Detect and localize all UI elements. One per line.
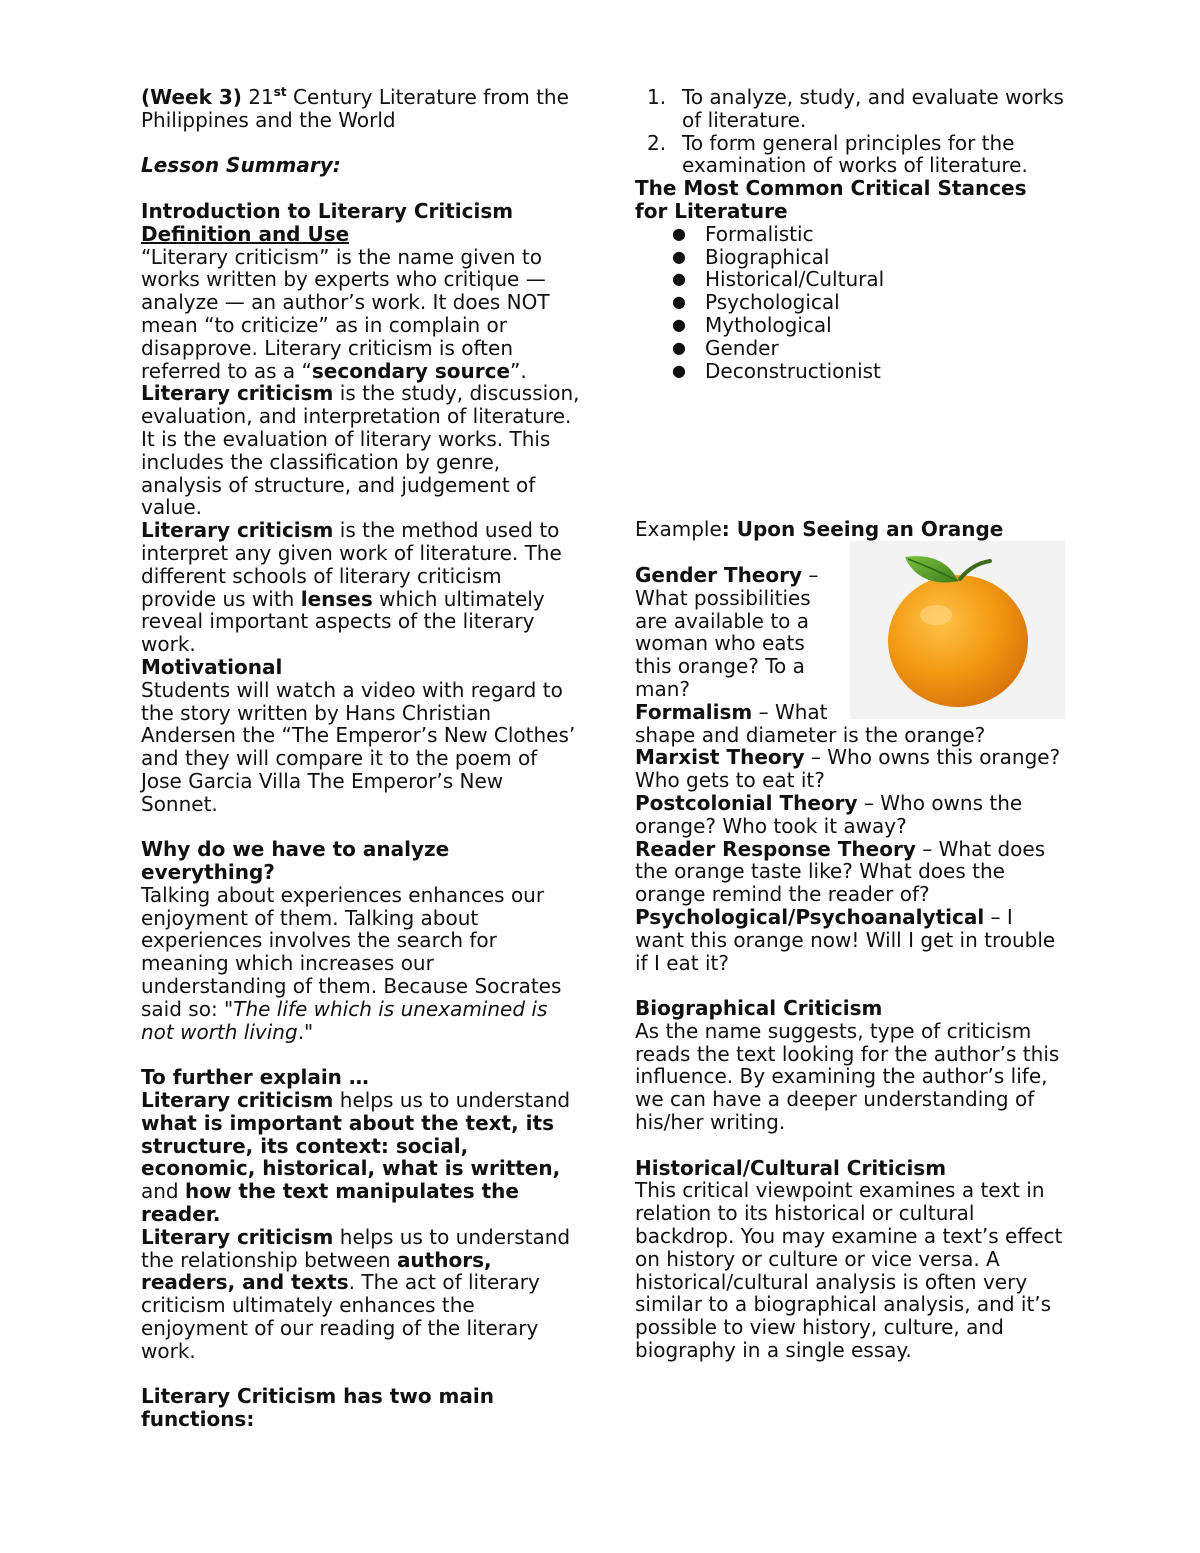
socrates-quote: The life which is unexamined is not worth living bbox=[141, 996, 548, 1044]
bullet-icon: ● bbox=[672, 314, 686, 334]
further-heading: To further explain … bbox=[141, 1065, 369, 1090]
title-text: Century Literature from the Philippines and the World bbox=[141, 85, 569, 132]
motivational-text: Students will watch a video with regard to the story written by Hans Christian Andersen the “The Emperor’s New Clothes’ and they will compare it to the poem of Jose Garcia Villa The Emperor’s New Sonnet. bbox=[141, 677, 576, 816]
further-paragraph-1: Literary criticism helps us to understand what is important about the text, its structure, its context: social, economic, historical, what is written, and how the text manipulates the reader. bbox=[141, 1088, 571, 1227]
theories-block bbox=[635, 564, 1065, 974]
list-item: 1. To analyze, study, and evaluate works of literature. bbox=[647, 85, 1064, 132]
orange-icon bbox=[850, 541, 1065, 719]
orange-image bbox=[850, 541, 1065, 719]
functions-heading: Literary Criticism has two main functions: bbox=[141, 1384, 494, 1432]
list-item: ● Biographical bbox=[672, 244, 830, 269]
list-item: ● Historical/Cultural bbox=[672, 267, 885, 292]
title-superscript: st bbox=[273, 85, 287, 99]
why-text: Talking about experiences enhances our enjoyment of them. Talking about experiences involves the search for meaning which increases our understanding of them. Because Socrates said so: "The life which is unexamined is not worth living." bbox=[141, 882, 562, 1044]
lesson-summary-heading: Lesson Summary: bbox=[141, 153, 341, 178]
list-item: 2. To form general principles for the examination of works of literature. bbox=[647, 130, 1028, 178]
bullet-icon: ● bbox=[672, 246, 686, 266]
functions-list bbox=[635, 86, 1065, 177]
list-item: ● Gender bbox=[672, 335, 779, 360]
bullet-icon: ● bbox=[672, 269, 686, 289]
intro-paragraph-3: Literary criticism is the method used to interpret any given work of literature. The different schools of literary criticism provide us with lenses which ultimately reveal important aspects of the literary work. bbox=[141, 518, 562, 657]
definition-subheading: Definition and Use bbox=[141, 221, 350, 246]
theory-postcolonial: Postcolonial Theory – Who owns the orange? Who took it away? bbox=[635, 790, 1023, 838]
bullet-icon: ● bbox=[672, 292, 686, 312]
stances-list bbox=[635, 223, 1065, 383]
theory-gender: Gender Theory – What possibilities are available to a woman who eats this orange? To a man? bbox=[635, 562, 819, 701]
list-item: ● Deconstructionist bbox=[672, 358, 881, 383]
bullet-icon: ● bbox=[672, 337, 686, 357]
list-item: ● Psychological bbox=[672, 290, 840, 315]
right-column bbox=[635, 86, 1065, 1362]
further-paragraph-2: Literary criticism helps us to understand the relationship between authors, readers, and texts. The act of literary criticism ultimately enhances the enjoyment of our reading of the literary work. bbox=[141, 1224, 571, 1363]
intro-heading: Introduction to Literary Criticism bbox=[141, 198, 514, 223]
list-item: ● Formalistic bbox=[672, 221, 814, 246]
example-title: Example: Upon Seeing an Orange bbox=[635, 517, 1004, 542]
left-column bbox=[141, 86, 581, 1431]
list-item: ● Mythological bbox=[672, 312, 832, 337]
bullet-icon: ● bbox=[672, 223, 686, 243]
motivational-heading: Motivational bbox=[141, 654, 283, 679]
theory-reader-response: Reader Response Theory – What does the orange taste like? What does the orange remind the reader of? bbox=[635, 836, 1046, 907]
secondary-source-term: secondary source bbox=[311, 358, 511, 383]
historical-heading: Historical/Cultural Criticism bbox=[635, 1155, 947, 1180]
week-label: (Week 3) bbox=[141, 85, 242, 109]
document-title bbox=[141, 86, 581, 132]
stances-heading: The Most Common Critical Stances for Literature bbox=[635, 176, 1027, 223]
historical-text: This critical viewpoint examines a text in relation to its historical or cultural backdrop. You may examine a text’s effect on history or culture or vice versa. A historical/cultural analysis is often very similar to a biographical analysis, and it’s possible to view history, culture, and biography in a single essay. bbox=[635, 1178, 1063, 1363]
intro-paragraph-2: Literary criticism is the study, discussion, evaluation, and interpretation of literature. It is the evaluation of literary works. This includes the classification by genre, analysis of structure, and judgement of value. bbox=[141, 381, 580, 520]
theory-psychological: Psychological/Psychoanalytical – I want this orange now! Will I get in trouble if I eat it? bbox=[635, 904, 1056, 975]
bullet-icon: ● bbox=[672, 360, 686, 380]
biographical-heading: Biographical Criticism bbox=[635, 996, 883, 1021]
why-heading: Why do we have to analyze everything? bbox=[141, 837, 450, 885]
intro-paragraph-1: “Literary criticism” is the name given to works written by experts who critique — analyze — an author’s work. It does NOT mean “to criticize” as in complain or disapprove. Literary criticism is often referred to as a “secondary source”. bbox=[141, 244, 550, 383]
theory-marxist: Marxist Theory – Who owns this orange? Who gets to eat it? bbox=[635, 745, 1061, 793]
theory-formalism: Formalism – What shape and diameter is the orange? bbox=[635, 699, 986, 747]
title-number: 21 bbox=[248, 85, 274, 109]
biographical-text: As the name suggests, type of criticism reads the text looking for the author’s this influence. By examining the author’s life, we can have a deeper understanding of his/her writing. bbox=[635, 1018, 1060, 1135]
